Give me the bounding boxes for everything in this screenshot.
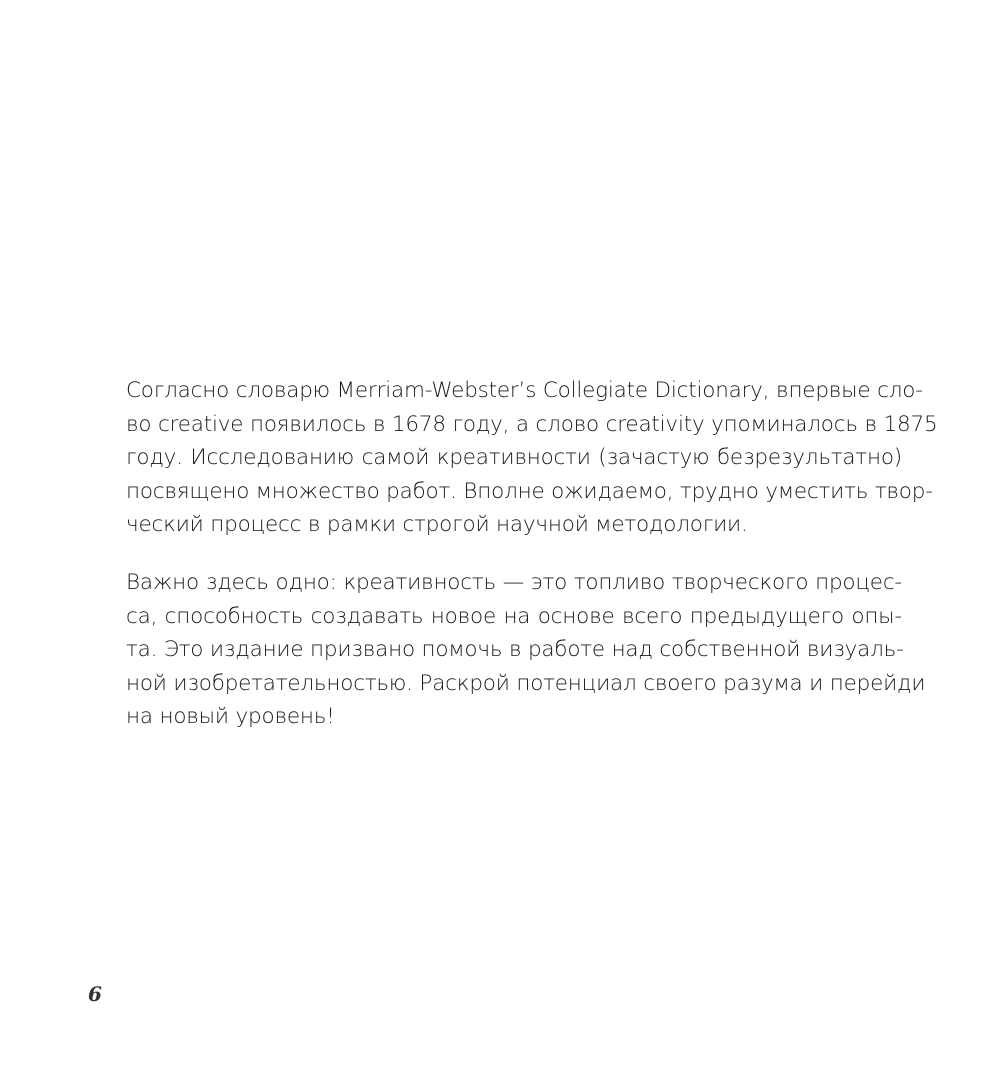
paragraph-line: во creative появилось в 1678 году, а слово creativity упоминалось в 1875: [126, 411, 938, 437]
paragraph-line: Важно здесь одно: креативность — это топливо творческого процес-: [126, 570, 902, 595]
paragraph-line: на новый уровень!: [126, 704, 335, 729]
paragraph-line: Согласно словарю Merriam-Webster’s Collegiate Dictionary, впервые сло-: [126, 378, 923, 403]
paragraph-creativity-purpose: [126, 566, 926, 734]
paragraph-line: ческий процесс в рамки строгой научной методологии.: [126, 512, 748, 537]
paragraph-line: са, способность создавать новое на основе всего предыдущего опы-: [126, 603, 902, 629]
paragraph-line: та. Это издание призвано помочь в работе над собственной визуаль-: [126, 637, 904, 662]
paragraph-line: посвящено множество работ. Вполне ожидаемо, трудно уместить твор-: [126, 478, 933, 504]
paragraph-line: ной изобретательностью. Раскрой потенциал своего разума и перейди: [126, 670, 926, 696]
paragraph-line: году. Исследованию самой креативности (зачастую безрезультатно): [126, 445, 902, 470]
paragraph-creativity-history: [126, 374, 938, 542]
page-number: 6: [88, 982, 102, 1006]
